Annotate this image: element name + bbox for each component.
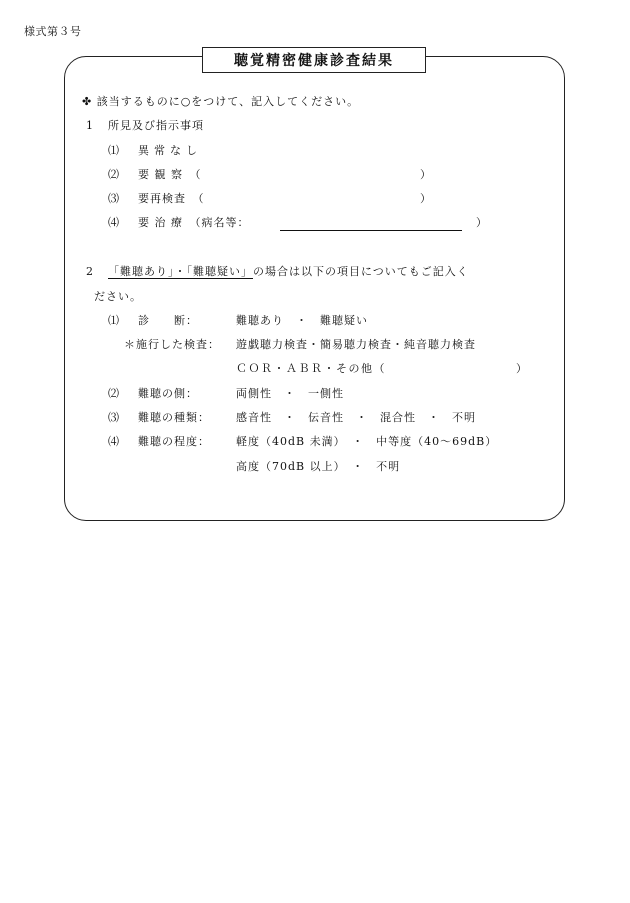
side-label: 難聴の側： bbox=[138, 387, 198, 400]
tests-options-line2: ＣＯＲ・ＡＢＲ・その他（ bbox=[236, 362, 386, 375]
close-paren: ） bbox=[420, 192, 432, 205]
tests-options-line1: 遊戯聴力検査・簡易聴力検査・純音聴力検査 bbox=[236, 338, 476, 351]
degree-label: 難聴の程度： bbox=[138, 435, 210, 448]
item-number: ⑷ bbox=[108, 435, 120, 448]
item-number: ⑷ bbox=[108, 216, 120, 229]
close-paren: ） bbox=[420, 168, 432, 181]
diagnosis-label: 診 断： bbox=[138, 314, 198, 327]
section1-heading: 所見及び指示事項 bbox=[108, 119, 204, 132]
item-number: ⑵ bbox=[108, 168, 120, 181]
section2-heading-rest: の場合は以下の項目についてもご記入く bbox=[253, 265, 469, 278]
form-number: 様式第３号 bbox=[24, 25, 82, 38]
type-label: 難聴の種類： bbox=[138, 411, 210, 424]
item-number: ⑴ bbox=[108, 144, 120, 157]
form-title: 聴覚精密健康診査結果 bbox=[202, 47, 426, 73]
section2-heading bbox=[108, 266, 469, 277]
section2-heading-underlined: 「難聴あり」・「難聴疑い」 bbox=[108, 265, 253, 278]
section1-number: 1 bbox=[86, 119, 94, 132]
disease-name-field[interactable] bbox=[280, 230, 462, 231]
option-treatment: 要 治 療 （病名等： bbox=[138, 216, 250, 229]
item-number: ⑴ bbox=[108, 314, 120, 327]
degree-options-line1: 軽度（40dB 未満） ・ 中等度（40～69dB） bbox=[236, 435, 498, 448]
close-paren: ） bbox=[516, 362, 528, 375]
option-observation: 要 観 察 （ bbox=[138, 168, 202, 181]
degree-options-line2: 高度（70dB 以上） ・ 不明 bbox=[236, 460, 401, 473]
section2-number: 2 bbox=[86, 265, 94, 278]
item-number: ⑶ bbox=[108, 411, 120, 424]
option-reexamination: 要再検査 （ bbox=[138, 192, 205, 205]
item-number: ⑵ bbox=[108, 387, 120, 400]
close-paren: ） bbox=[476, 216, 488, 229]
type-options: 感音性 ・ 伝音性 ・ 混合性 ・ 不明 bbox=[236, 411, 476, 424]
diagnosis-options: 難聴あり ・ 難聴疑い bbox=[236, 314, 368, 327]
instruction-text: ✤ 該当するものに○をつけて、記入してください。 bbox=[82, 95, 360, 108]
side-options: 両側性 ・ 一側性 bbox=[236, 387, 344, 400]
option-no-abnormality: 異常なし bbox=[138, 144, 202, 157]
item-number: ⑶ bbox=[108, 192, 120, 205]
tests-label: ＊施行した検査： bbox=[124, 338, 220, 351]
section2-heading-cont: ださい。 bbox=[94, 290, 142, 303]
